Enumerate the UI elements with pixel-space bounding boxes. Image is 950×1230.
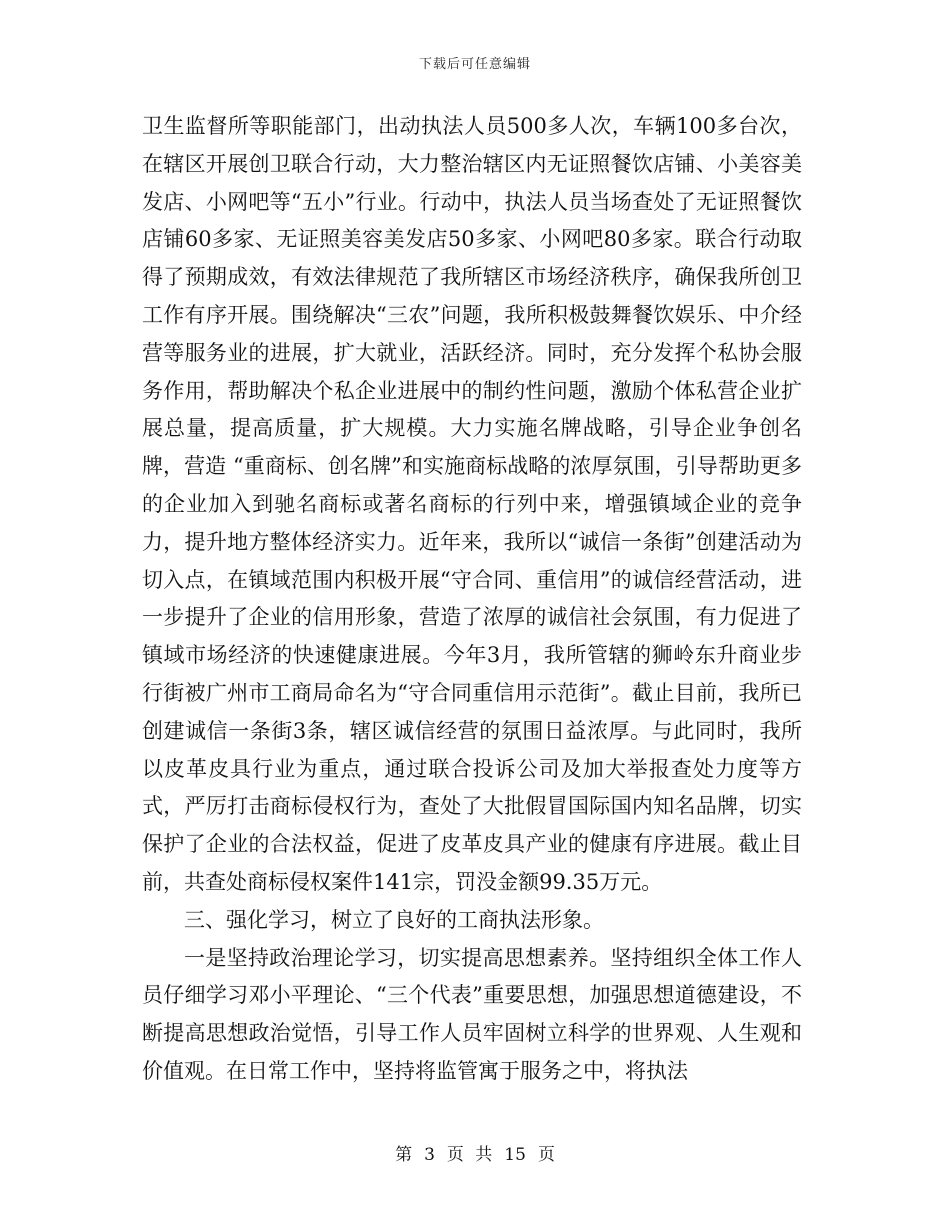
footer-current-page: 3 — [424, 1145, 435, 1165]
paragraph-continuation: 卫生监督所等职能部门，出动执法人员500多人次，车辆100多台次，在辖区开展创卫联合行动，大力整治辖区内无证照餐饮店铺、小美容美发店、小网吧等“五小”行业。行动中，执法人员当场查处了无证照餐饮店铺60多家、无证照美容美发店50多家、小网吧80多家。联合行动取得了预期成效，有效法律规范了我所辖区市场经济秩序，确保我所创卫工作有序开展。围绕解决“三农”问题，我所积极鼓舞餐饮娱乐、中介经营等服务业的进展，扩大就业，活跃经济。同时，充分发挥个私协会服务作用，帮助解决个私企业进展中的制约性问题，激励个体私营企业扩展总量，提高质量，扩大规模。大力实施名牌战略，引导企业争创名牌，营造 “重商标、创名牌”和实施商标战略的浓厚氛围，引导帮助更多的企业加入到驰名商标或著名商标的行列中来，增强镇域企业的竞争力，提升地方整体经济实力。近年来，我所以“诚信一条街”创建活动为切入点，在镇域范围内积极开展“守合同、重信用”的诚信经营活动，进一步提升了企业的信用形象，营造了浓厚的诚信社会氛围，有力促进了镇域市场经济的快速健康进展。今年3月，我所管辖的狮岭东升商业步行街被广州市工商局命名为“守合同重信用示范街”。截止目前，我所已创建诚信一条街3条，辖区诚信经营的氛围日益浓厚。与此同时，我所以皮革皮具行业为重点，通过联合投诉公司及加大举报查处力度等方式，严厉打击商标侵权行为，查处了大批假冒国际国内知名品牌，切实保护了企业的合法权益，促进了皮革皮具产业的健康有序进展。截止目前，共查处商标侵权案件141宗，罚没金额99.35万元。 — [142, 114, 802, 894]
footer-prefix: 第 — [395, 1145, 413, 1165]
paragraph: 一是坚持政治理论学习，切实提高思想素养。坚持组织全体工作人员仔细学习邓小平理论、“三个代表”重要思想，加强思想道德建设，不断提高思想政治觉悟，引导工作人员牢固树立科学的世界观、人生观和价值观。在日常工作中，坚持将监管寓于服务之中，将执法 — [142, 945, 802, 1083]
page-number-footer — [0, 1140, 950, 1165]
footer-suffix: 页 — [537, 1145, 555, 1165]
header-note: 下载后可任意编辑 — [418, 57, 531, 72]
footer-total-pages: 15 — [504, 1145, 526, 1165]
footer-middle: 页 共 — [446, 1145, 493, 1165]
section-heading: 三、强化学习，树立了良好的工商执法形象。 — [184, 907, 604, 932]
body-text — [142, 108, 802, 1091]
